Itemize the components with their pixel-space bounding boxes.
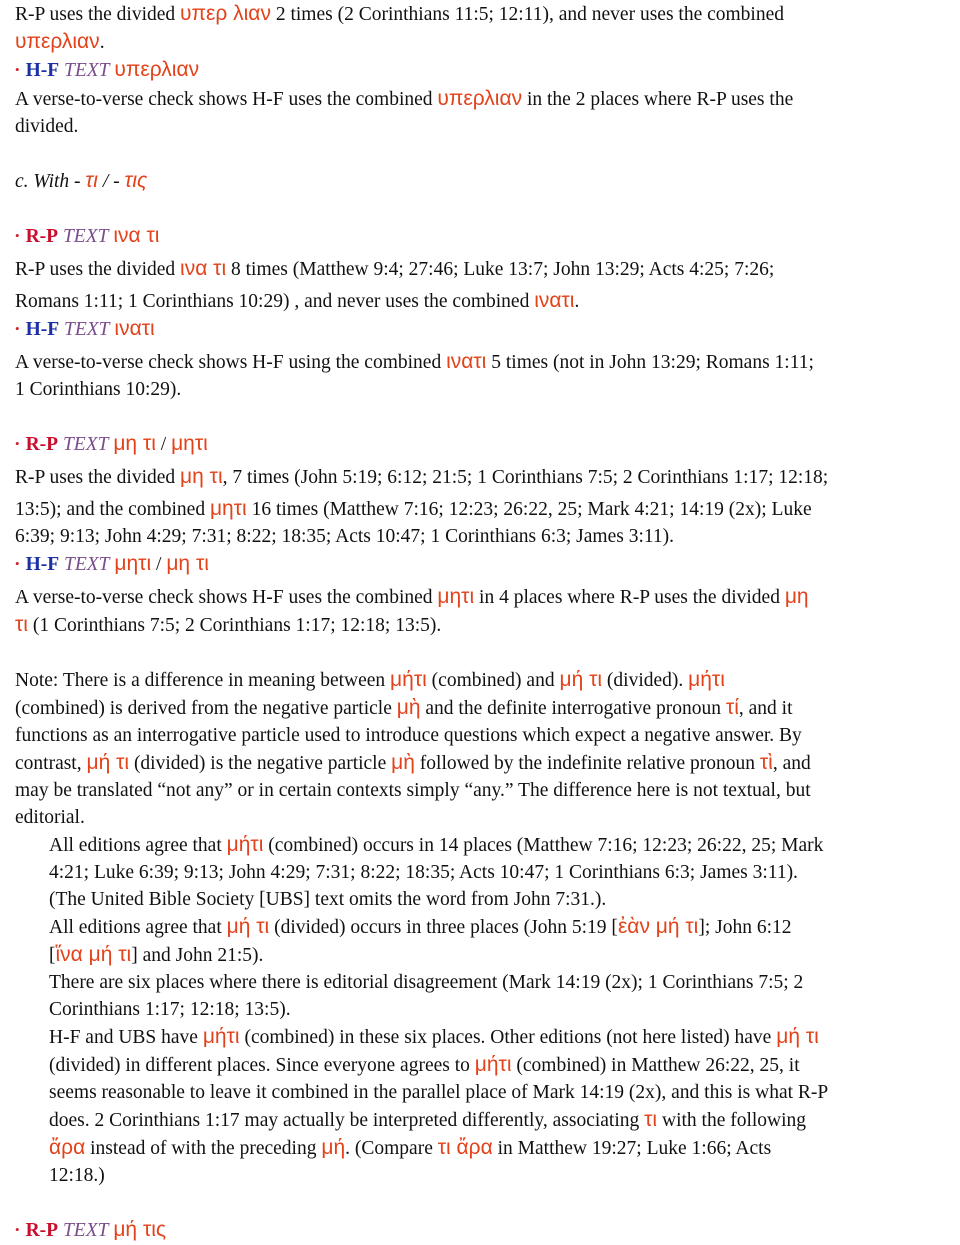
text-line: R-P uses the divided μη τι, 7 times (John 5:19; 6:12; 21:5; 1 Corinthians 7:5; 2 Corinthians 1:17; 12:18; — [15, 465, 829, 488]
rp-heading: • R-P TEXT μή τις — [15, 1218, 167, 1241]
note-line: may be translated “not any” or in certain contexts simply “any.” The difference here is not textual, but — [15, 780, 811, 801]
rp-heading: • R-P TEXT ινα τι — [15, 224, 160, 247]
text-line: All editions agree that μήτι (combined) occurs in 14 places (Matthew 7:16; 12:23; 26:22, 25; Mark — [49, 833, 824, 856]
text-line: seems reasonable to leave it combined in the parallel place of Mark 14:19 (2x), and this is what R-P — [49, 1082, 829, 1103]
rp-heading: • R-P TEXT μη τι / μητι — [15, 432, 208, 455]
indented-block — [15, 831, 955, 1189]
hf-heading: • H-F TEXT μητι / μη τι — [15, 552, 209, 575]
text-line: (divided) in different places. Since everyone agrees to μήτι (combined) in Matthew 26:22, 25, it — [49, 1053, 800, 1076]
text-line: R-P uses the divided υπερ λιαν 2 times (2 Corinthians 11:5; 12:11), and never uses the combined — [15, 2, 784, 25]
text-line: ἄρα instead of with the preceding μή. (Compare τι ἄρα in Matthew 19:27; Luke 1:66; Acts — [49, 1136, 772, 1159]
text-line: Corinthians 1:17; 12:18; 13:5). — [49, 999, 291, 1020]
text-line: H-F and UBS have μήτι (combined) in these six places. Other editions (not here listed) have μή τι — [49, 1025, 819, 1048]
text-line: 1 Corinthians 10:29). — [15, 379, 182, 400]
bullet-icon: • — [15, 436, 20, 451]
bullet-icon: • — [15, 228, 20, 243]
note-line: functions as an interrogative particle used to introduce questions which expect a negative answer. By — [15, 725, 802, 746]
section-heading: c. With - τι / - τις — [15, 169, 148, 192]
note-line: editorial. — [15, 807, 85, 828]
text-line: A verse-to-verse check shows H-F uses the combined υπερλιαν in the 2 places where R-P uses the — [15, 87, 794, 110]
text-line: R-P uses the divided ινα τι 8 times (Matthew 9:4; 27:46; Luke 13:7; John 13:29; Acts 4:25; 7:26; — [15, 257, 775, 280]
text-line: 12:18.) — [49, 1165, 105, 1186]
text-line: 13:5); and the combined μητι 16 times (Matthew 7:16; 12:23; 26:22, 25; Mark 4:21; 14:19 (2x); Luke — [15, 497, 812, 520]
text-line: 6:39; 9:13; John 4:29; 7:31; 8:22; 18:35; Acts 10:47; 1 Corinthians 6:3; James 3:11). — [15, 526, 675, 547]
text-line: τι (1 Corinthians 7:5; 2 Corinthians 1:17; 12:18; 13:5). — [15, 613, 442, 636]
text-line: divided. — [15, 116, 79, 137]
greek-word: υπερλιαν — [114, 58, 200, 81]
text-line: (The United Bible Society [UBS] text omits the word from John 7:31.). — [49, 889, 607, 910]
text-line: does. 2 Corinthians 1:17 may actually be interpreted differently, associating τι with the following — [49, 1108, 807, 1131]
document-page — [15, 0, 955, 1245]
text-line: There are six places where there is editorial disagreement (Mark 14:19 (2x); 1 Corinthians 7:5; 2 — [49, 972, 804, 993]
bullet-icon: • — [15, 556, 20, 571]
text-line: All editions agree that μή τι (divided) occurs in three places (John 5:19 [ἐὰν μή τι]; John 6:12 — [49, 915, 792, 938]
note-line: contrast, μή τι (divided) is the negative particle μὴ followed by the indefinite relative pronoun τὶ, and — [15, 751, 811, 774]
greek-word: υπερ λιαν — [180, 2, 271, 25]
bullet-icon: • — [15, 62, 20, 77]
bullet-icon: • — [15, 1222, 20, 1237]
hf-heading: • H-F TEXT ινατι — [15, 317, 155, 340]
text-line: A verse-to-verse check shows H-F uses the combined μητι in 4 places where R-P uses the divided μη — [15, 585, 809, 608]
text-line: Romans 1:11; 1 Corinthians 10:29) , and never uses the combined ινατι. — [15, 289, 580, 312]
greek-word: υπερλιαν — [15, 30, 100, 53]
hf-heading: • H-F TEXT υπερλιαν — [15, 58, 200, 81]
text-line: A verse-to-verse check shows H-F using the combined ινατι 5 times (not in John 13:29; Romans 1:11; — [15, 350, 814, 373]
bullet-icon: • — [15, 321, 20, 336]
note-line: Note: There is a difference in meaning between μήτι (combined) and μή τι (divided). μήτι — [15, 668, 725, 691]
text-line: 4:21; Luke 6:39; 9:13; John 4:29; 7:31; 8:22; 18:35; Acts 10:47; 1 Corinthians 6:3; James 3:11). — [49, 862, 798, 883]
text-line: [ἵνα μή τι] and John 21:5). — [49, 943, 264, 966]
note-line: (combined) is derived from the negative particle μὴ and the definite interrogative pronoun τί, and it — [15, 696, 793, 719]
text-line: υπερλιαν. — [15, 30, 105, 53]
